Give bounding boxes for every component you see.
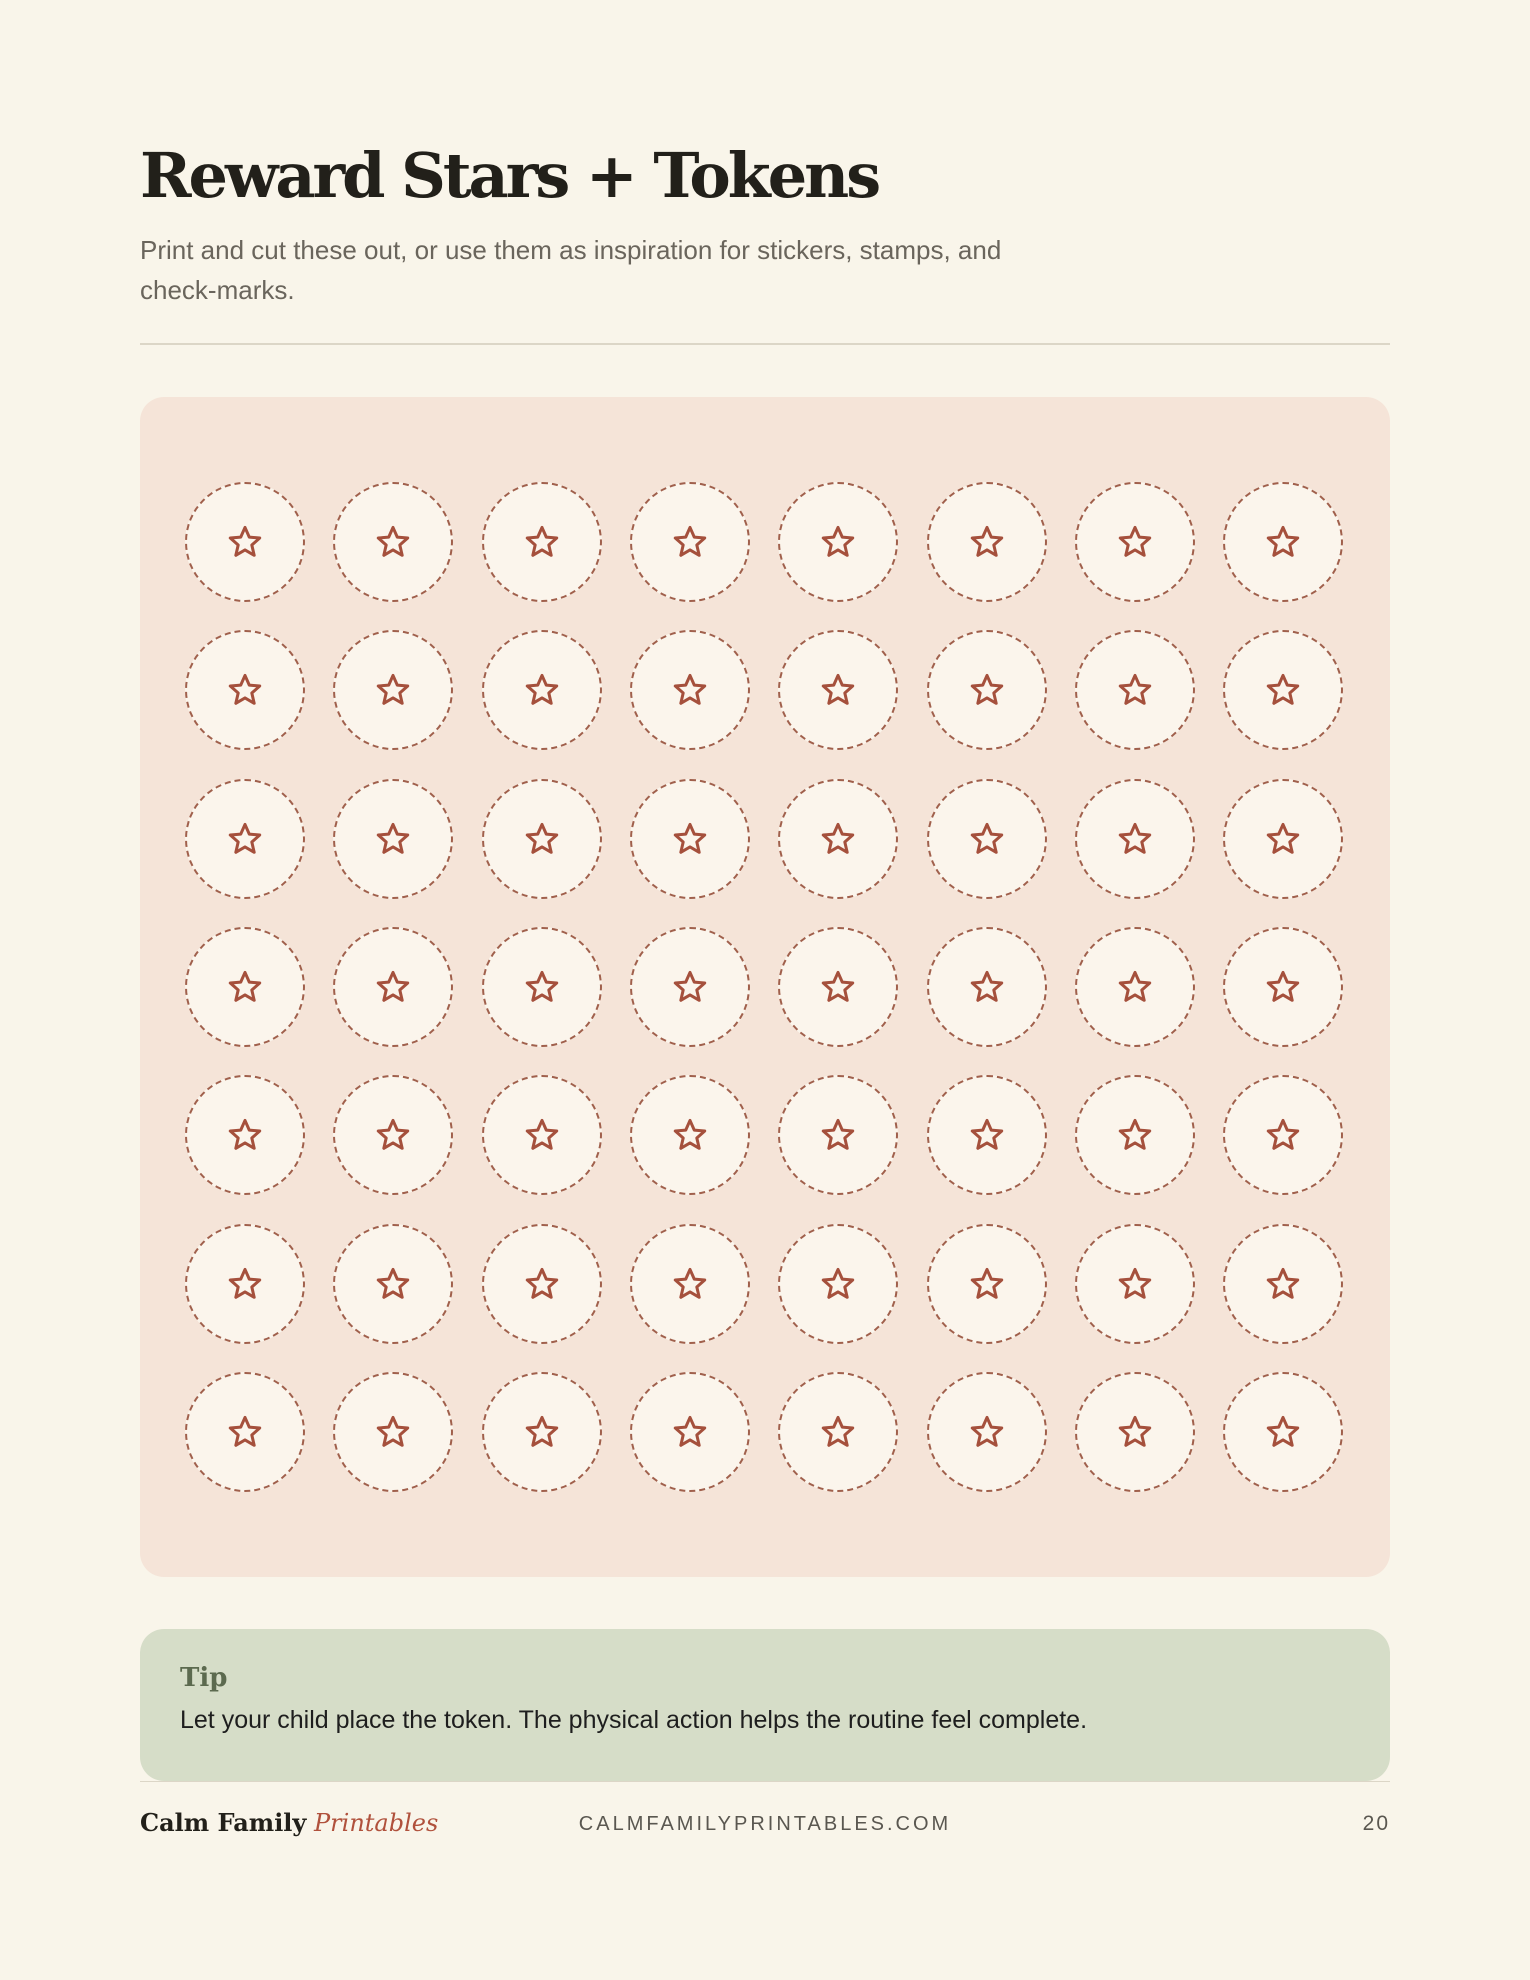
star-outline-icon <box>968 523 1006 561</box>
reward-token <box>927 1075 1047 1195</box>
star-outline-icon <box>968 1413 1006 1451</box>
page-subtitle: Print and cut these out, or use them as inspiration for stickers, stamps, and check-marks. <box>140 235 1002 305</box>
footer-url: CALMFAMILYPRINTABLES.COM <box>578 1813 952 1835</box>
reward-token <box>630 482 750 602</box>
star-outline-icon <box>1116 523 1154 561</box>
reward-token <box>482 1224 602 1344</box>
brand-name: Calm Family <box>140 1808 307 1837</box>
footer-divider <box>140 1781 1390 1782</box>
reward-token <box>927 779 1047 899</box>
reward-token <box>927 1372 1047 1492</box>
star-outline-icon <box>1264 1265 1302 1303</box>
reward-token <box>185 630 305 750</box>
reward-token <box>927 482 1047 602</box>
reward-token <box>333 927 453 1047</box>
star-outline-icon <box>226 671 264 709</box>
star-outline-icon <box>226 523 264 561</box>
reward-token <box>333 630 453 750</box>
reward-token <box>630 779 750 899</box>
reward-token <box>1223 927 1343 1047</box>
reward-token <box>630 1372 750 1492</box>
reward-token <box>778 1372 898 1492</box>
star-outline-icon <box>819 1116 857 1154</box>
tip-text: Let your child place the token. The physical action helps the routine feel complete. <box>180 1706 1088 1734</box>
star-outline-icon <box>671 1116 709 1154</box>
star-outline-icon <box>671 523 709 561</box>
reward-token <box>333 1224 453 1344</box>
star-outline-icon <box>819 523 857 561</box>
star-outline-icon <box>1116 671 1154 709</box>
star-outline-icon <box>374 523 412 561</box>
star-outline-icon <box>671 1413 709 1451</box>
star-outline-icon <box>819 1265 857 1303</box>
reward-token <box>482 630 602 750</box>
reward-token <box>1075 482 1195 602</box>
star-outline-icon <box>968 820 1006 858</box>
token-panel <box>140 397 1390 1577</box>
reward-token <box>778 630 898 750</box>
reward-token <box>630 927 750 1047</box>
reward-token <box>1223 779 1343 899</box>
star-outline-icon <box>968 1116 1006 1154</box>
reward-token <box>778 482 898 602</box>
star-outline-icon <box>374 671 412 709</box>
star-outline-icon <box>1264 671 1302 709</box>
star-outline-icon <box>671 820 709 858</box>
star-outline-icon <box>1264 523 1302 561</box>
reward-token <box>1223 1075 1343 1195</box>
header-divider <box>140 343 1390 345</box>
reward-token <box>630 630 750 750</box>
reward-token <box>927 630 1047 750</box>
star-outline-icon <box>374 1116 412 1154</box>
star-outline-icon <box>374 820 412 858</box>
reward-token <box>927 1224 1047 1344</box>
reward-token <box>333 1075 453 1195</box>
reward-token <box>1075 630 1195 750</box>
tip-heading: Tip <box>180 1663 228 1693</box>
star-outline-icon <box>374 968 412 1006</box>
star-outline-icon <box>226 968 264 1006</box>
page-number: 20 <box>1362 1812 1390 1835</box>
star-outline-icon <box>819 968 857 1006</box>
star-outline-icon <box>671 968 709 1006</box>
star-outline-icon <box>374 1265 412 1303</box>
reward-token <box>482 482 602 602</box>
reward-token <box>185 779 305 899</box>
reward-token <box>1223 1224 1343 1344</box>
star-outline-icon <box>1264 968 1302 1006</box>
reward-token <box>185 1224 305 1344</box>
reward-token <box>185 1372 305 1492</box>
reward-token <box>482 1075 602 1195</box>
star-outline-icon <box>374 1413 412 1451</box>
star-outline-icon <box>1116 1116 1154 1154</box>
star-outline-icon <box>819 1413 857 1451</box>
star-outline-icon <box>819 820 857 858</box>
star-outline-icon <box>523 1413 561 1451</box>
reward-token <box>1223 482 1343 602</box>
reward-token <box>778 1224 898 1344</box>
star-outline-icon <box>1264 820 1302 858</box>
reward-token <box>1223 630 1343 750</box>
reward-token <box>333 779 453 899</box>
brand-accent: Printables <box>314 1809 439 1837</box>
star-outline-icon <box>1116 820 1154 858</box>
star-outline-icon <box>523 968 561 1006</box>
reward-token <box>333 482 453 602</box>
reward-token <box>1075 1372 1195 1492</box>
star-outline-icon <box>226 820 264 858</box>
reward-token <box>333 1372 453 1492</box>
reward-token <box>1075 779 1195 899</box>
star-outline-icon <box>523 1265 561 1303</box>
reward-token <box>778 779 898 899</box>
star-outline-icon <box>1116 1265 1154 1303</box>
page-title: Reward Stars + Tokens <box>140 139 879 212</box>
star-outline-icon <box>226 1116 264 1154</box>
reward-token <box>630 1075 750 1195</box>
reward-token <box>927 927 1047 1047</box>
star-outline-icon <box>968 1265 1006 1303</box>
star-outline-icon <box>968 671 1006 709</box>
reward-token <box>778 927 898 1047</box>
reward-token <box>1075 1075 1195 1195</box>
star-outline-icon <box>1116 1413 1154 1451</box>
reward-token <box>185 1075 305 1195</box>
reward-token <box>1223 1372 1343 1492</box>
star-outline-icon <box>968 968 1006 1006</box>
star-outline-icon <box>523 1116 561 1154</box>
reward-token <box>482 927 602 1047</box>
star-outline-icon <box>523 820 561 858</box>
reward-token <box>630 1224 750 1344</box>
star-outline-icon <box>523 523 561 561</box>
star-outline-icon <box>226 1413 264 1451</box>
star-outline-icon <box>523 671 561 709</box>
tip-box <box>140 1629 1390 1781</box>
reward-token <box>1075 1224 1195 1344</box>
star-outline-icon <box>1116 968 1154 1006</box>
reward-token <box>185 927 305 1047</box>
reward-token <box>482 779 602 899</box>
star-outline-icon <box>1264 1413 1302 1451</box>
reward-token <box>482 1372 602 1492</box>
reward-token <box>1075 927 1195 1047</box>
reward-token <box>778 1075 898 1195</box>
star-outline-icon <box>226 1265 264 1303</box>
reward-token <box>185 482 305 602</box>
star-outline-icon <box>671 1265 709 1303</box>
star-outline-icon <box>1264 1116 1302 1154</box>
star-outline-icon <box>819 671 857 709</box>
star-outline-icon <box>671 671 709 709</box>
